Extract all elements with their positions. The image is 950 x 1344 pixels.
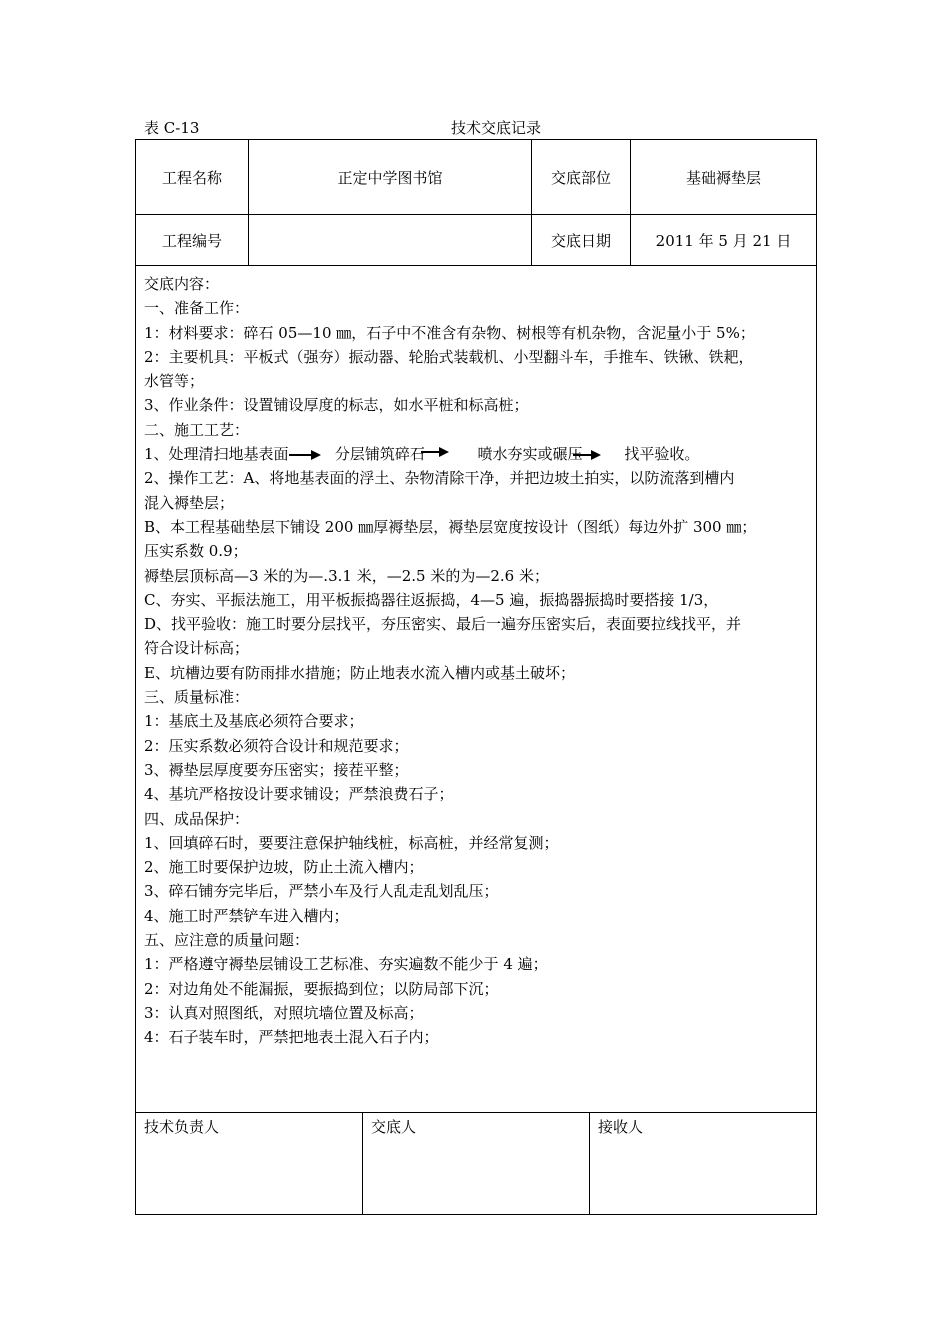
content-line: D、找平验收：施工时要分层找平，夯压密实、最后一遍夯压密实后，表面要拉线找平，并: [144, 615, 742, 634]
row-divider: [135, 1112, 817, 1113]
section-heading: 四、成品保护：: [144, 809, 250, 828]
content-line: 压实系数 0.9；: [144, 542, 248, 561]
content-line: 水管等；: [144, 372, 205, 391]
content-line: 2：主要机具：平板式（强夯）振动器、轮胎式装载机、小型翻斗车，手推车、铁锹、铁耙，: [144, 347, 754, 366]
date-label: 交底日期: [550, 231, 611, 250]
content-heading: 交底内容：: [144, 275, 220, 293]
content-line: 褥垫层顶标高—3 米的为—.3.1 米，—2.5 米的为—2.6 米；: [144, 566, 549, 585]
content-line: C、夯实、平振法施工，用平板振捣器往返振捣，4—5 遍，振捣器振捣时要搭接 1/3，: [144, 590, 719, 609]
content-line: B、本工程基础垫层下铺设 200 ㎜厚褥垫层，褥垫层宽度按设计（图纸）每边外扩 300 ㎜；: [144, 517, 757, 536]
form-number: 表 C-13: [144, 119, 200, 137]
content-line: 1、回填碎石时，要要注意保护轴线桩，标高桩，并经常复测；: [144, 833, 559, 852]
arrow-right-icon: [573, 450, 601, 460]
tech-lead-signature-label: 技术负责人: [144, 1118, 220, 1136]
location-value: 基础褥垫层: [685, 168, 761, 187]
document-title: 技术交底记录: [451, 119, 542, 137]
location-label: 交底部位: [550, 168, 611, 187]
content-line: E、坑槽边要有防雨排水措施；防止地表水流入槽内或基土破坏；: [144, 663, 575, 682]
project-no-label: 工程编号: [161, 231, 222, 250]
project-name-value: 正定中学图书馆: [337, 168, 443, 187]
content-line: 2、操作工艺：A、将地基表面的浮土、杂物清除干净，并把边坡土拍实，以防流落到槽内: [144, 469, 735, 488]
date-value: 2011 年 5 月 21 日: [655, 231, 792, 250]
disclosure-content: [144, 272, 812, 1050]
content-line: 4、施工时严禁铲车进入槽内；: [144, 906, 349, 925]
content-line: 3、褥垫层厚度要夯压密实；接茬平整；: [144, 760, 409, 779]
content-line: 符合设计标高；: [144, 639, 250, 658]
arrow-right-icon: [289, 450, 321, 460]
project-name-label: 工程名称: [161, 168, 222, 187]
content-line: 混入褥垫层；: [144, 493, 235, 512]
project-no-value: [249, 215, 531, 265]
content-line: 3、作业条件：设置铺设厚度的标志，如水平桩和标高桩；: [144, 396, 529, 415]
flow-step: 1、处理清扫地基表面: [144, 445, 289, 464]
process-flow: [144, 442, 812, 466]
content-line: 4、基坑严格按设计要求铺设；严禁浪费石子；: [144, 785, 454, 804]
section-heading: 二、施工工艺：: [144, 420, 250, 439]
content-line: 1：基底土及基底必须符合要求；: [144, 712, 364, 731]
content-line: 3：认真对照图纸，对照坑墙位置及标高；: [144, 1003, 424, 1022]
content-line: 2、施工时要保护边坡，防止土流入槽内；: [144, 858, 424, 877]
flow-step: 分层铺筑碎石: [334, 445, 425, 464]
row-divider: [135, 265, 817, 266]
arrow-right-icon: [421, 447, 449, 457]
flow-step: 喷水夯实或碾压: [477, 445, 583, 464]
receiver-signature-label: 接收人: [598, 1118, 644, 1136]
content-line: 1：严格遵守褥垫层铺设工艺标准、夯实遍数不能少于 4 遍；: [144, 955, 548, 974]
column-divider: [589, 1112, 590, 1215]
content-line: 2：压实系数必须符合设计和规范要求；: [144, 736, 409, 755]
discloser-signature-label: 交底人: [371, 1118, 417, 1136]
section-heading: 五、应注意的质量问题：: [144, 931, 310, 950]
column-divider: [362, 1112, 363, 1215]
flow-step: 找平验收。: [624, 445, 700, 464]
content-line: 1：材料要求：碎石 05—10 ㎜，石子中不准含有杂物、树根等有机杂物，含泥量小于 5%；: [144, 323, 755, 342]
content-line: 4：石子装车时，严禁把地表土混入石子内；: [144, 1028, 439, 1047]
section-heading: 三、质量标准：: [144, 688, 250, 707]
content-line: 2：对边角处不能漏振，要振捣到位；以防局部下沉；: [144, 979, 499, 998]
section-heading: 一、准备工作：: [144, 299, 250, 318]
content-line: 3、碎石铺夯完毕后，严禁小车及行人乱走乱划乱压；: [144, 882, 499, 901]
